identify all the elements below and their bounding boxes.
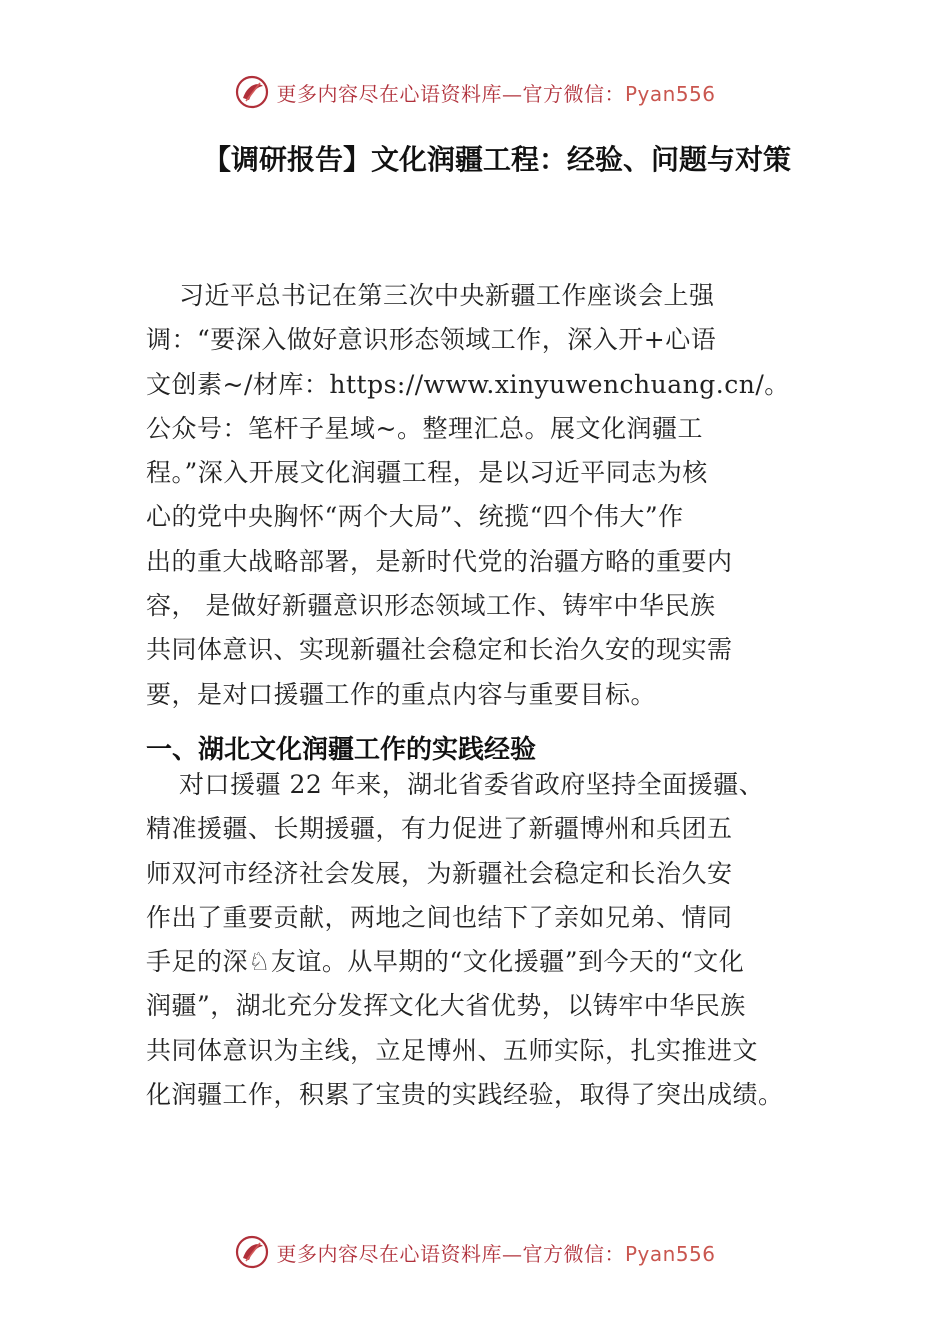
- text-line: 共同体意识为主线，立足博州、五师实际，扎实推进文: [146, 1035, 759, 1065]
- text-line: 手足的深♘友谊。从早期的“文化援疆”到今天的“文化: [146, 947, 745, 977]
- banner-text: 更多内容尽在心语资料库—官方微信：Pyan556: [276, 1241, 716, 1266]
- header-banner: [0, 72, 950, 112]
- banner-text: 更多内容尽在心语资料库—官方微信：Pyan556: [276, 81, 716, 106]
- text-line: 程。”深入开展文化润疆工程，是以习近平同志为核: [146, 458, 708, 488]
- text-line: 出的重大战略部署，是新时代党的治疆方略的重要内: [146, 546, 733, 576]
- text-line: 要，是对口援疆工作的重点内容与重要目标。: [146, 679, 657, 709]
- section-heading: 一、湖北文化润疆工作的实践经验: [146, 735, 537, 765]
- text-line: 作出了重要贡献，两地之间也结下了亲如兄弟、情同: [146, 902, 733, 932]
- wechat-id: Pyan556: [624, 81, 716, 106]
- paragraph-intro: [146, 274, 836, 717]
- text-line: 共同体意识、实现新疆社会稳定和长治久安的现实需: [146, 635, 733, 665]
- footer-banner: [0, 1232, 950, 1272]
- text-line: 师双河市经济社会发展，为新疆社会稳定和长治久安: [146, 858, 733, 888]
- text-line: 化润疆工作，积累了宝贵的实践经验，取得了突出成绩。: [146, 1080, 784, 1110]
- text-line: 心的党中央胸怀“两个大局”、统揽“四个伟大”作: [146, 502, 684, 532]
- text-line: 对口援疆 22 年来，湖北省委省政府坚持全面援疆、: [179, 770, 765, 799]
- logo-icon: [234, 74, 270, 110]
- text-line: 精准援疆、长期援疆，有力促进了新疆博州和兵团五: [146, 814, 733, 844]
- wechat-id: Pyan556: [624, 1241, 716, 1266]
- logo-icon: [234, 1234, 270, 1270]
- text-line: 调：“要深入做好意识形态领域工作，深入开+心语: [146, 325, 717, 355]
- text-line: 公众号：笔杆子星域~。整理汇总。展文化润疆工: [146, 413, 703, 443]
- text-line: 习近平总书记在第三次中央新疆工作座谈会上强: [179, 281, 715, 310]
- text-line: 文创素~/材库：https://www.xinyuwenchuang.cn/。: [146, 369, 790, 399]
- text-line: 容， 是做好新疆意识形态领域工作、铸牢中华民族: [146, 591, 716, 621]
- paragraph-section1: [146, 763, 836, 1117]
- document-title: 【调研报告】文化润疆工程：经验、问题与对策: [202, 143, 791, 176]
- text-line: 润疆”，湖北充分发挥文化大省优势，以铸牢中华民族: [146, 991, 746, 1021]
